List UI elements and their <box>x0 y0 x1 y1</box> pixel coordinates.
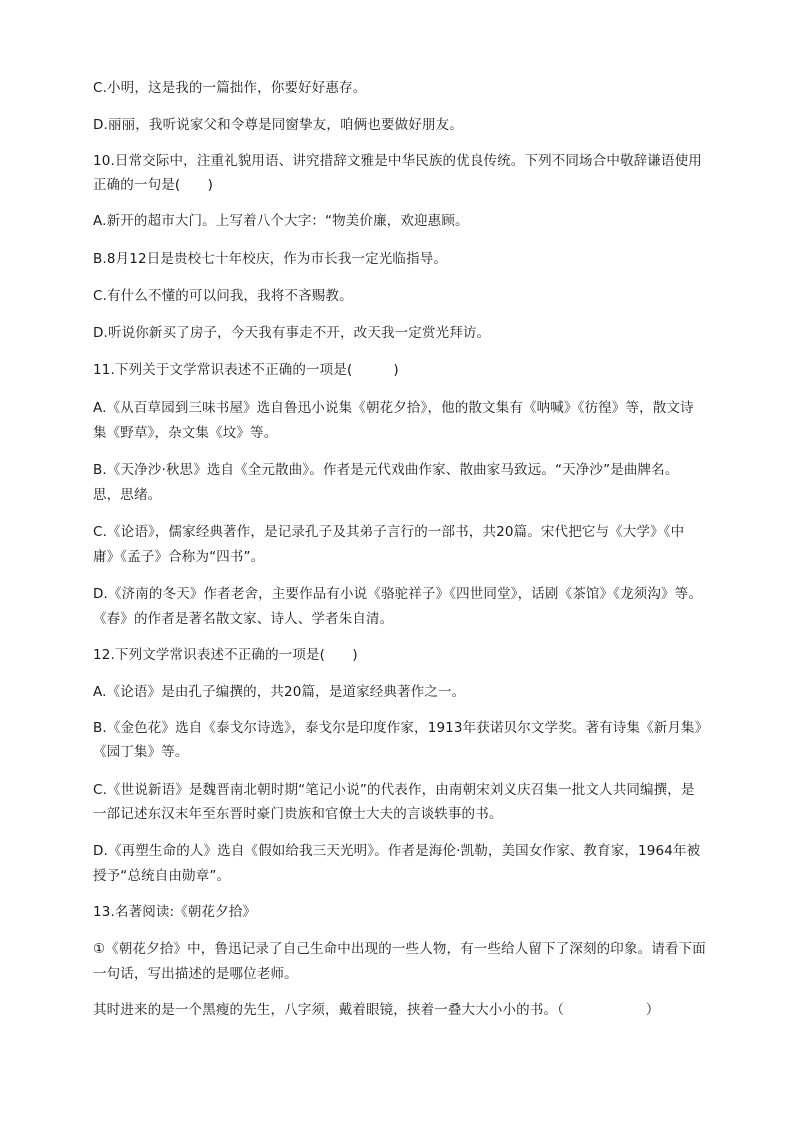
q11-option-a-line2: 集《野草》，杂文集《坟》等。 <box>93 425 278 441</box>
q11-option-c-line2: 庸》《孟子》合称为“四书”。 <box>93 549 265 565</box>
q11-option-a-line1: A.《从百草园到三味书屋》选自鲁迅小说集《朝花夕拾》，他的散文集有《呐喊》《彷徨》等，散文诗 <box>93 400 694 416</box>
q11-option-d-line2: 《春》的作者是著名散文家、诗人、学者朱自清。 <box>93 611 394 627</box>
q12-stem: 12.下列文学常识表述不正确的一项是( ) <box>93 647 358 663</box>
q10-option-a: A.新开的超市大门。上写着八个大字：“物美价廉，欢迎惠顾。 <box>93 213 469 229</box>
q12-option-d-line2: 授予“总统自由勋章”。 <box>93 868 231 884</box>
q13-quote: 其时进来的是一个黑瘦的先生，八字须，戴着眼镜，挟着一叠大大小小的书。（ ） <box>93 1002 660 1018</box>
q11-option-b-line1: B.《天净沙·秋思》选自《全元散曲》。作者是元代戏曲作家、散曲家马致远。“天净沙”是曲牌名。 <box>93 462 679 478</box>
q10-option-d: D.听说你新买了房子，今天我有事走不开，改天我一定赏光拜访。 <box>93 325 491 341</box>
q12-option-b-line1: B.《金色花》选自《泰戈尔诗选》，泰戈尔是印度作家，1913年获诺贝尔文学奖。著有诗集《新月集》 <box>93 720 709 736</box>
q13-stem: 13.名著阅读:《朝花夕拾》 <box>93 904 257 920</box>
q12-option-b-line2: 《园丁集》等。 <box>93 744 189 760</box>
q12-option-c-line2: 一部记述东汉末年至东晋时豪门贵族和官僚士大夫的言谈轶事的书。 <box>93 806 503 822</box>
q11-stem: 11.下列关于文学常识表述不正确的一项是( ) <box>93 362 399 378</box>
q11-option-b-line2: 思，思绪。 <box>93 487 162 503</box>
q9-option-d: D.丽丽，我听说家父和令尊是同窗挚友，咱俩也要做好朋友。 <box>93 117 463 133</box>
q11-option-c-line1: C.《论语》，儒家经典著作，是记录孔子及其弟子言行的一部书，共20篇。宋代把它与《大学》《中 <box>93 524 685 540</box>
q12-option-a: A.《论语》是由孔子编撰的，共20篇，是道家经典著作之一。 <box>93 684 466 700</box>
q12-option-d-line1: D.《再塑生命的人》选自《假如给我三天光明》。作者是海伦·凯勒，美国女作家、教育家，1964年被 <box>93 843 701 859</box>
q10-stem-line2: 正确的一句是( ) <box>93 177 214 193</box>
q12-option-c-line1: C.《世说新语》是魏晋南北朝时期“笔记小说”的代表作，由南朝宋刘义庆召集一批文人共同编撰，是 <box>93 782 695 798</box>
q10-option-c: C.有什么不懂的可以问我，我将不吝赐教。 <box>93 288 353 304</box>
q10-option-b: B.8月12日是贵校七十年校庆，作为市长我一定光临指导。 <box>93 251 448 267</box>
q9-option-c: C.小明，这是我的一篇拙作，你要好好惠存。 <box>93 80 367 96</box>
q10-stem-line1: 10.日常交际中，注重礼貌用语、讲究措辞文雅是中华民族的优良传统。下列不同场合中敬辞谦语使用 <box>93 153 702 169</box>
q11-option-d-line1: D.《济南的冬天》作者老舍，主要作品有小说《骆驼祥子》《四世同堂》，话剧《茶馆》《龙须沟》等。 <box>93 586 702 602</box>
q13-sub1-line2: 一句话，写出描述的是哪位老师。 <box>93 966 298 982</box>
q13-sub1-line1: ①《朝花夕拾》中，鲁迅记录了自己生命中出现的一些人物，有一些给人留下了深刻的印象。请看下面 <box>93 941 706 957</box>
